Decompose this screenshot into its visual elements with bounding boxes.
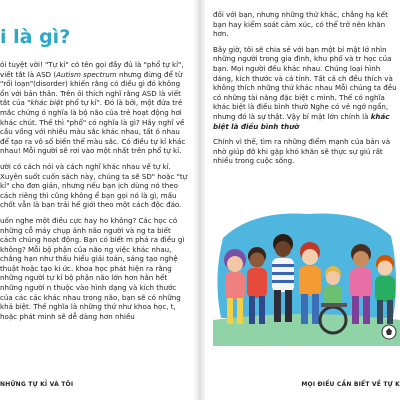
right-body-text [213,10,400,172]
left-running-footer: NHỮNG TỰ KỈ VÀ TÔI [0,381,74,388]
text-run: đối với bạn, nhưng những thứ khác, chẳng hạ kết bạn hay kiểm soát cảm xúc, có thể trở nên khăn hơn. [213,10,388,39]
text-run: Autism spectrum [56,69,117,79]
right-page [205,0,400,400]
body-paragraph [0,162,189,210]
body-paragraph [213,10,400,39]
right-running-footer: MỌI ĐIỀU CẦN BIẾT VỀ TỰ K [301,381,400,388]
body-paragraph [213,137,400,166]
group-of-diverse-children-illustration [213,208,400,346]
chapter-title: i là gì? [0,26,71,48]
text-run: Bây giờ, tôi sẽ chia sẻ với bạn một bí mật lớ nhìn những người trong gia đình, khu phố và tr học của bạn. Mọi người đều khác nhau. Chúng loại hình dáng, kích thước và cá tính. Tất cả ch đều thích và không thích những thứ khác nhau Mỗi chúng ta đều có những tài năng đặc biệt c mình. Thế có nghĩa khác biệt là điều bình thườ Nghe có vẻ ngớ ngẩn, nhưng đó là sự thật. Vậy bí mật lớn chính là [213,44,397,121]
text-run: nhưng đừng để từ "rối loạn"(disorder) khiến rằng có điều gì đó không ổn với bản thân. Trên ỏi thích nghĩ rằng ASD là viết tắt của " [0,69,183,108]
left-body-text [0,60,189,327]
text-run: ười có cách nói và cách nghĩ khác nhau về tự kỉ. Xuyên suốt cuốn sách này, chúng ta sẽ SD" hoặc "tự kỉ" cho đơn giản, nhưng nếu bạn ịch dùng nó theo cách riêng thì cũng không ể bạn gọi nó là gì, mấu chốt vẫn là bạn trải hế giới theo một cách độc đáo. [0,161,188,210]
text-run: khác biệt là điều bình thườ [213,111,390,131]
text-run: Chính vì thế, tìm ra những điểm mạnh của bản và nhờ giúp đỡ khi gặp khó khăn sẽ thực sự giú rất nhiều trong cuộc sống. [213,137,391,166]
body-paragraph [0,60,189,156]
text-run: uốn nghe một điều cực hay ho không? Các học có những cỗ máy chụp ảnh não người và ng ta biết cách chúng hoạt động. Bạn có biết m phá ra điều gì không? Mỗi bộ phận của não ng việc khác nhau, chẳng hạn như thấu hiểu giải toán, sáng tạo nghệ thuật hoặc tạo kí ức. khoa học phát hiện ra rằng những người tự kỉ bộ phận não lớn hơn hẳn hết những người n thuộc vào hình dạng và kích thước của các các khác nhau trong não, bạn sẽ có những khả biệt. Thế nghĩa là những thứ như khoa học, t, hoặc phát minh sẽ dễ dàng hơn nhiều [0,215,185,321]
text-run: phổ tự kỉ". Đó là bởi, một đứa trẻ mắc chứng ó nghĩa là bộ não của trẻ hoạt động hơi khác chút. Thế thì "phổ" có nghĩa là gì? Hãy nghĩ về cầu vồng với nhiều màu sắc khác nhau, tất ó nhau để tạo ra vô số biến thể màu sắc. Có điều tự kỉ khác nhau! Mỗi người sẽ rơi vào một nhất trên phổ tự kỉ. [0,98,186,156]
left-page [0,0,195,400]
text-run: ói tuyệt vời! "Tự kỉ" có tên gọi đầy đủ là "phổ tự kỉ", viết tắt là ASD ( [0,60,184,79]
body-paragraph [213,45,400,131]
text-run: khác biệt [30,98,64,108]
body-paragraph [0,216,189,322]
